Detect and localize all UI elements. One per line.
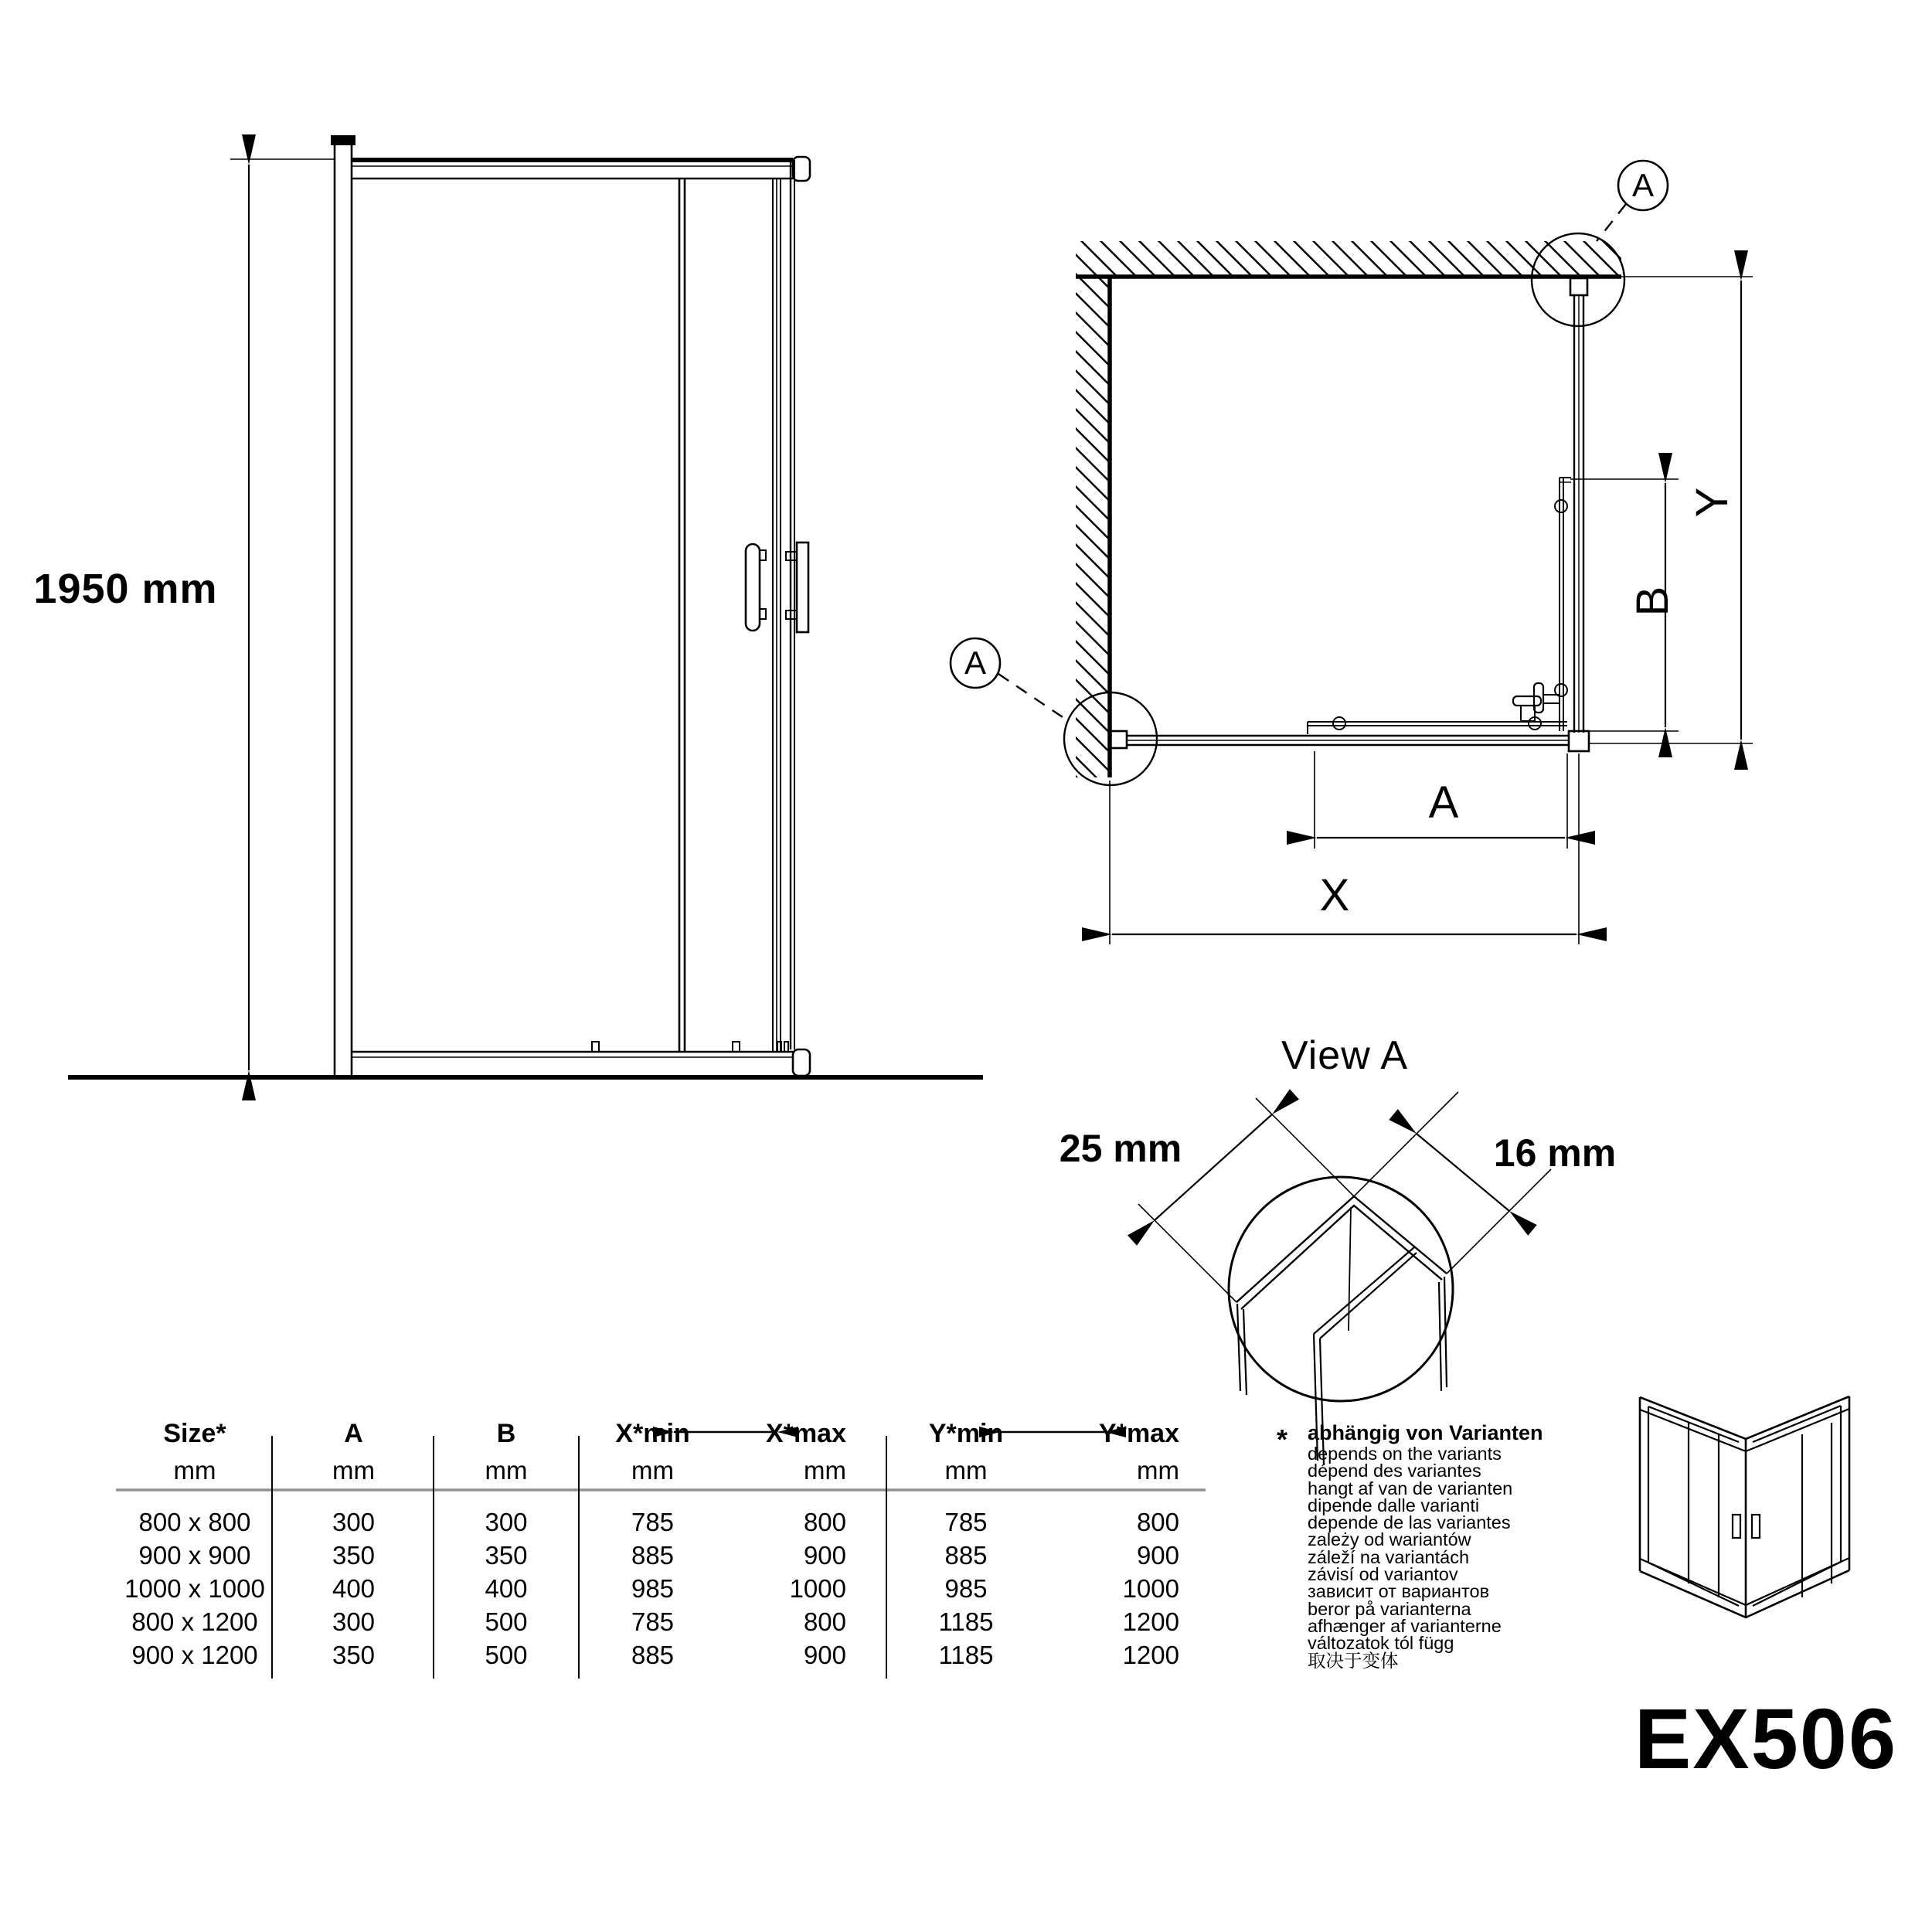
footnote-line: dipende dalle varianti	[1308, 1495, 1480, 1515]
footnote-line: depends on the variants	[1308, 1444, 1502, 1464]
footnote-line: 取决于变体	[1308, 1650, 1399, 1671]
cell-ymax: 1000	[1122, 1573, 1179, 1603]
height-dimension	[230, 159, 334, 1070]
cell-size: 800 x 1200	[131, 1607, 258, 1636]
cell-a: 350	[332, 1540, 376, 1570]
cell-a: 400	[332, 1573, 376, 1603]
cell-xmin: 985	[631, 1573, 675, 1603]
product-model: EX506	[1634, 1691, 1898, 1787]
unit-cell: mm	[173, 1456, 216, 1485]
footnote-title: abhängig von Varianten	[1308, 1421, 1543, 1444]
plan-dim-y-label: Y	[1686, 487, 1737, 518]
plan-bottom-door	[1110, 696, 1569, 748]
col-header-ymax: Y*max	[1099, 1419, 1179, 1448]
plan-dim-x-label: X	[1319, 869, 1350, 920]
col-header-xmax: X*max	[766, 1419, 846, 1448]
footnote-line: závisí od variantov	[1308, 1564, 1458, 1585]
cell-xmax: 1000	[789, 1573, 846, 1603]
table-body	[116, 1505, 1206, 1672]
footnote-line: változatok tól függ	[1308, 1633, 1454, 1654]
cell-a: 300	[332, 1607, 376, 1636]
size-table	[116, 1419, 1206, 1713]
unit-cell: mm	[485, 1456, 528, 1485]
footnote-line: depende de las variantes	[1308, 1512, 1511, 1533]
unit-cell: mm	[631, 1456, 674, 1485]
table-row	[116, 1638, 1206, 1672]
cell-ymin: 885	[944, 1540, 988, 1570]
footnote-translations	[1308, 1445, 1632, 1669]
corner-profile	[1569, 731, 1589, 751]
unit-cell: mm	[804, 1456, 846, 1485]
front-height-label: 1950 mm	[33, 566, 218, 612]
cell-b: 400	[485, 1573, 528, 1603]
detail-marker-label-top: A	[1631, 167, 1654, 203]
cell-b: 500	[485, 1607, 528, 1636]
cell-size: 900 x 1200	[131, 1640, 258, 1669]
cell-b: 350	[485, 1540, 528, 1570]
product-icon	[1640, 1396, 1849, 1617]
icon-handle-left	[1733, 1515, 1740, 1538]
unit-cell: mm	[944, 1456, 988, 1485]
col-header-a: A	[344, 1419, 363, 1448]
cell-ymin: 985	[944, 1573, 988, 1603]
cell-size: 800 x 800	[138, 1507, 251, 1536]
cell-xmax: 900	[803, 1540, 846, 1570]
cell-xmin: 785	[631, 1507, 675, 1536]
footnote-line: zależy od wariantów	[1308, 1529, 1471, 1550]
col-header-xmin: X*min	[615, 1419, 690, 1448]
footnote-line: hangt af van de varianten	[1308, 1478, 1513, 1498]
detail-dim-25mm: 25 mm	[1059, 1127, 1182, 1170]
detail-view-title: View A	[1281, 1033, 1409, 1078]
plan-view-drawing	[951, 161, 1753, 944]
cell-ymin: 1185	[938, 1640, 994, 1669]
cell-b: 500	[485, 1640, 528, 1669]
cell-xmax: 800	[803, 1507, 846, 1536]
table-row	[116, 1505, 1206, 1539]
footnote-line: dépend des variantes	[1308, 1461, 1481, 1481]
top-wall-hatch	[1076, 241, 1621, 275]
footnote-line: záleží na variantách	[1308, 1546, 1470, 1567]
unit-cell: mm	[332, 1456, 375, 1485]
cell-ymin: 1185	[938, 1607, 994, 1636]
cell-ymax: 800	[1136, 1507, 1179, 1536]
table-row	[116, 1572, 1206, 1605]
footnote-line: зависит от вариантов	[1308, 1581, 1490, 1602]
table-header-row	[116, 1419, 1206, 1448]
cell-a: 300	[332, 1507, 376, 1536]
table-unit-row	[116, 1456, 1206, 1485]
cell-xmin: 885	[631, 1640, 675, 1669]
cell-xmax: 800	[803, 1607, 846, 1636]
table-row	[116, 1605, 1206, 1638]
unit-cell: mm	[1137, 1456, 1179, 1485]
cell-ymax: 1200	[1122, 1640, 1179, 1669]
cell-size: 1000 x 1000	[124, 1573, 265, 1603]
cell-xmin: 785	[631, 1607, 675, 1636]
detail-dim-16mm: 16 mm	[1493, 1131, 1617, 1175]
table-row	[116, 1539, 1206, 1572]
cell-a: 350	[332, 1640, 376, 1669]
plan-dim-b-label: B	[1627, 586, 1678, 617]
footnote-line: beror på varianterna	[1308, 1598, 1471, 1619]
col-header-ymin: Y*min	[928, 1419, 1004, 1448]
plan-dim-a-label: A	[1428, 777, 1459, 828]
cell-ymin: 785	[944, 1507, 988, 1536]
col-header-size: Size*	[163, 1419, 226, 1448]
detail-marker-label-left: A	[964, 645, 986, 681]
left-wall-hatch	[1076, 275, 1108, 777]
cell-size: 900 x 900	[138, 1540, 251, 1570]
cell-b: 300	[485, 1507, 528, 1536]
footnote-line: afhænger af varianterne	[1308, 1615, 1502, 1636]
cell-ymax: 900	[1136, 1540, 1179, 1570]
cell-ymax: 1200	[1122, 1607, 1179, 1636]
cell-xmax: 900	[803, 1640, 846, 1669]
col-header-b: B	[496, 1419, 516, 1448]
cell-xmin: 885	[631, 1540, 675, 1570]
plan-right-door	[1534, 278, 1587, 733]
footnote-asterisk: *	[1277, 1423, 1288, 1455]
variants-footnote	[1277, 1422, 1632, 1669]
icon-handle-right	[1752, 1515, 1760, 1538]
